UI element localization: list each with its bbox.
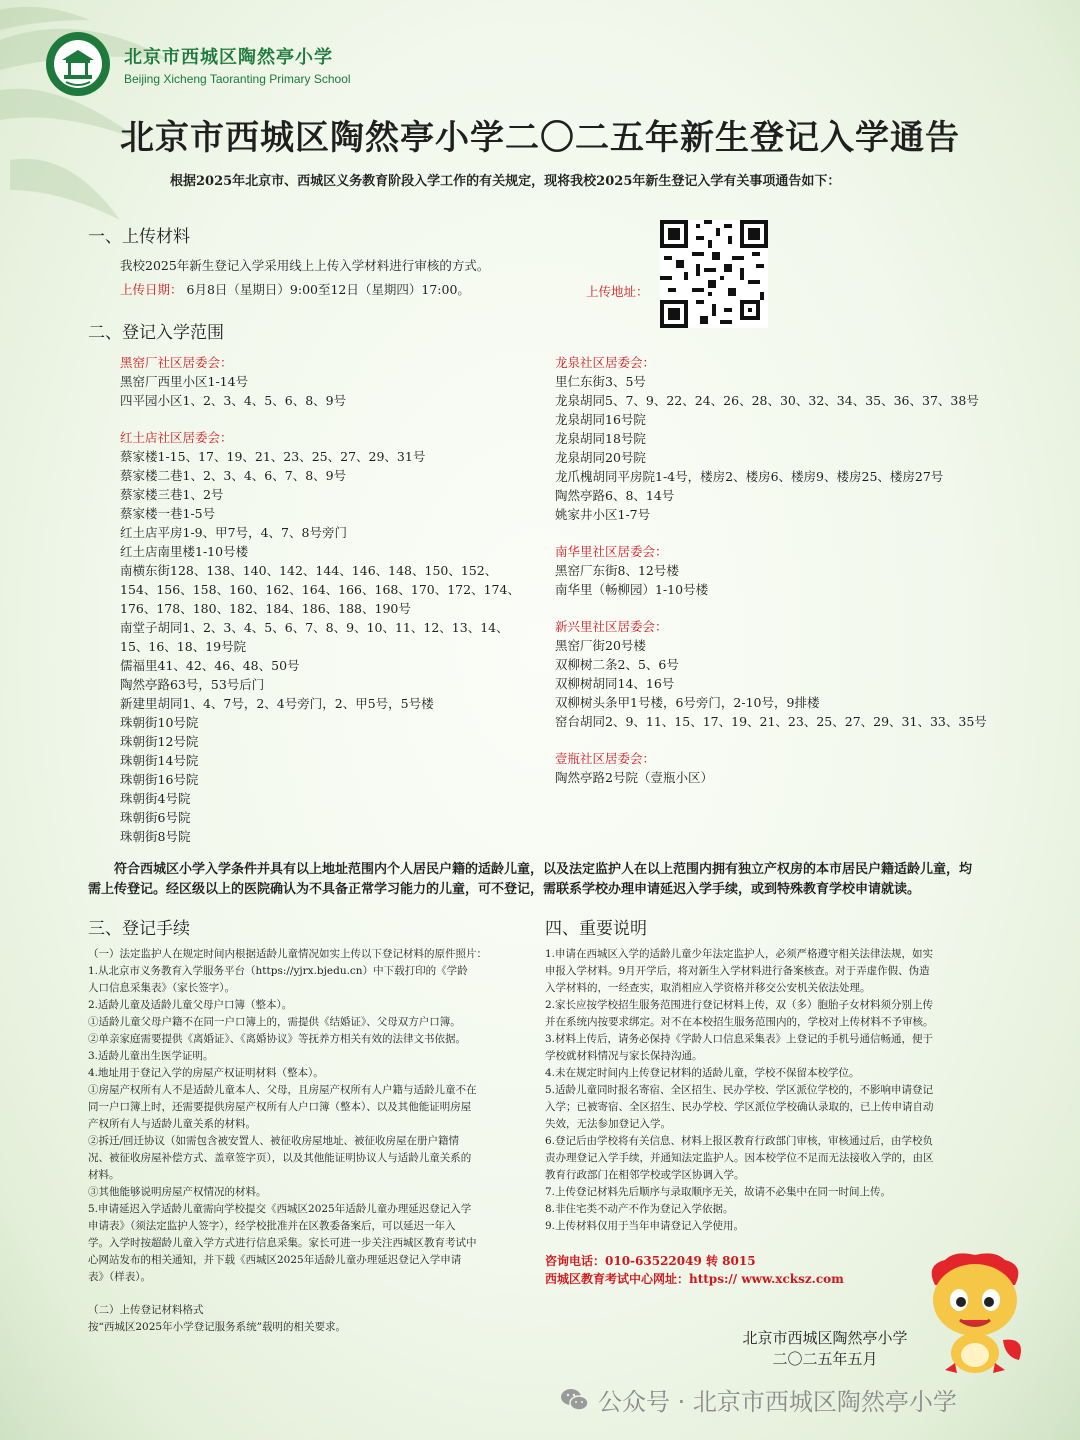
school-name-cn: 北京市西城区陶然亭小学 [124,46,333,68]
address-line: 红土店南里楼1-10号楼 [120,544,249,559]
address-line: 176、178、180、182、184、186、188、190号 [120,601,411,616]
body-line: 产权所有人与适龄儿童关系的材料。 [88,1118,256,1130]
section2-heading: 二、登记入学范围 [88,323,224,343]
address-line: 黑窑厂东街8、12号楼 [555,563,679,578]
body-line: 1.申请在西城区入学的适龄儿童少年法定监护人，必须严格遵守相关法律法规，如实 [545,948,934,960]
address-line: 南华里（畅柳园）1-10号楼 [555,582,709,597]
address-line: 龙泉胡同20号院 [555,450,646,465]
community-name: 龙泉社区居委会： [555,355,656,370]
body-line: 7.上传登记材料先后顺序与录取顺序无关，故请不必集中在同一时间上传。 [545,1186,892,1198]
signature-date: 二〇二五年五月 [772,1350,878,1368]
address-line: 新建里胡同1、4、7号，2、4号旁门，2、甲5号，5号楼 [120,696,434,711]
body-line: 4.未在规定时间内上传登记材料的适龄儿童，学校不保留本校学位。 [545,1067,860,1079]
address-line: 姚家井小区1-7号 [555,507,651,522]
body-line: ③其他能够说明房屋产权情况的材料。 [88,1186,267,1198]
body-line: 材料。 [88,1169,120,1181]
address-line: 龙爪槐胡同平房院1-4号，楼房2、楼房6、楼房9、楼房25、楼房27号 [555,469,944,484]
address-line: 黑窑厂西里小区1-14号 [120,374,249,389]
body-line: 人口信息采集表》（家长签字）。 [88,982,235,994]
body-line: 教育行政部门在相邻学校或学区协调入学。 [545,1169,745,1181]
address-line: 珠朝街10号院 [120,715,199,730]
body-line: 责办理登记入学手续，并通知法定监护人。因本校学位不足而无法接收入学的，由区 [545,1152,934,1164]
body-line: 学校就材料情况与家长保持沟通。 [545,1050,703,1062]
address-line: 陶然亭路2号院（壹瓶小区） [555,770,713,785]
section4-heading: 四、重要说明 [545,919,647,939]
address-line: 四平园小区1、2、3、4、5、6、8、9号 [120,393,347,408]
body-line: ②单亲家庭需要提供《离婚证》、《离婚协议》等抚养方相关有效的法律文书依据。 [88,1033,466,1045]
address-line: 珠朝街16号院 [120,772,199,787]
body-line: 2.适龄儿童及适龄儿童父母户口簿（整本）。 [88,999,293,1011]
upload-address-label: 上传地址： [586,284,649,299]
body-line: 3.适龄儿童出生医学证明。 [88,1050,214,1062]
address-line: 双柳树头条甲1号楼，6号旁门，2-10号，9排楼 [555,695,820,710]
address-line: 珠朝街8号院 [120,829,191,844]
body-line: 8.非住宅类不动产不作为登记入学依据。 [545,1203,734,1215]
body-line: 并在系统内按要求绑定。对不在本校招生服务范围内的，学校对上传材料不予审核。 [545,1016,934,1028]
address-line: 陶然亭路63号，53号后门 [120,677,265,692]
address-line: 珠朝街14号院 [120,753,199,768]
upload-date-value: 6月8日（星期日）9:00至12日（星期四）17:00。 [186,282,470,297]
body-line: 心网站发布的相关通知，并下载《西城区2025年适龄儿童办理延迟登记入学申请 [88,1254,462,1266]
address-line: 龙泉胡同5、7、9、22、24、26、28、30、32、34、35、36、37、38号 [555,393,979,408]
range-left-column [120,353,520,846]
dragon-mascot-icon [915,1245,1035,1375]
address-line: 蔡家楼三巷1、2号 [120,487,224,502]
address-line: 里仁东街3、5号 [555,374,646,389]
address-line: 南堂子胡同1、2、3、4、5、6、7、8、9、10、11、12、13、14、 [120,620,509,635]
body-line: 9.上传材料仅用于当年申请登记入学使用。 [545,1220,745,1232]
body-line: 4.地址用于登记入学的房屋产权证明材料（整本）。 [88,1067,324,1079]
contact-phone: 咨询电话：010-63522049 转 8015 [545,1254,756,1268]
address-line: 15、16、18、19号院 [120,639,247,654]
address-line: 蔡家楼二巷1、2、3、4、6、7、8、9号 [120,468,347,483]
school-logo-icon [44,30,112,98]
body-line: ②拆迁/回迁协议（如需包含被安置人、被征收房屋地址、被征收房屋在册户籍情 [88,1135,460,1147]
upload-date-label: 上传日期： [120,282,183,297]
intro-text: 根据2025年北京市、西城区义务教育阶段入学工作的有关规定，现将我校2025年新生登记入学有关事项通告如下： [170,174,841,189]
body-line: 5.适龄儿童同时报名寄宿、全区招生、民办学校、学区派位学校的，不影响申请登记 [545,1084,934,1096]
address-line: 儒福里41、42、46、48、50号 [120,658,300,673]
section3-heading: 三、登记手续 [88,919,190,939]
range-right-column [555,353,987,787]
page-title: 北京市西城区陶然亭小学二〇二五年新生登记入学通告 [120,118,960,158]
section4-body [545,946,934,1235]
address-line: 龙泉胡同18号院 [555,431,646,446]
body-line: 况、被征收房屋补偿方式、盖章签字页），以及其他能证明协议人与适龄儿童关系的 [88,1152,472,1164]
body-line: 入学材料的，一经查实，取消相应入学资格并移交公安机关依法处理。 [545,982,871,994]
community-name: 红土店社区居委会： [120,430,233,445]
address-line: 窑台胡同2、9、11、15、17、19、21、23、25、27、29、31、33、35号 [555,714,987,729]
eligibility-paragraph: 符合西城区小学入学条件并具有以上地址范围内个人居民户籍的适龄儿童，以及法定监护人在以上范围内拥有独立产权房的本市居民户籍适龄儿童，均需上传登记。经区级以上的医院确认为不具备正常学习能力的儿童，可不登记，需联系学校办理申请延迟入学手续，或到特殊教育学校申请就读。 [88,862,973,897]
body-line: 申请表》（须法定监护人签字），经学校批准并在区教委备案后，可以延迟一年入 [88,1220,456,1232]
body-line: 申报入学材料。9月开学后，将对新生入学材料进行备案核查。对于弄虚作假、伪造 [545,965,930,977]
address-line: 珠朝街12号院 [120,734,199,749]
body-line: 2.家长应按学校招生服务范围进行登记材料上传，双（多）胞胎子女材料须分别上传 [545,999,934,1011]
body-line: 表》（样表）。 [88,1271,151,1283]
body-line: （一）法定监护人在规定时间内根据适龄儿童情况如实上传以下登记材料的原件照片： [88,948,487,960]
school-name-en: Beijing Xicheng Taoranting Primary School [124,71,351,86]
address-line: 双柳树胡同14、16号 [555,676,675,691]
signature [735,1328,915,1370]
address-line: 红土店平房1-9、甲7号，4、7、8号旁门 [120,525,347,540]
upload-date [120,280,470,299]
body-line: 6.登记后由学校将有关信息、材料上报区教育行政部门审核，审核通过后，由学校负 [545,1135,934,1147]
contact-info [545,1252,844,1288]
body-line: 同一户口簿上时，还需要提供房屋产权所有人户口簿（整本）、以及其他能证明房屋 [88,1101,472,1113]
community-name: 黑窑厂社区居委会： [120,355,233,370]
body-line: ①适龄儿童父母户籍不在同一户口簿上的，需提供《结婚证》、父母双方户口簿。 [88,1016,461,1028]
community-name: 新兴里社区居委会： [555,619,668,634]
body-line: ①房屋产权所有人不是适龄儿童本人、父母，且房屋产权所有人户籍与适龄儿童不在 [88,1084,477,1096]
signature-school: 北京市西城区陶然亭小学 [742,1329,908,1347]
qr-code-icon[interactable] [660,220,768,328]
section3-body [88,946,487,1286]
body-line: 学。入学时按超龄儿童入学方式进行信息采集。家长可进一步关注西城区教育考试中 [88,1237,477,1249]
address-line: 蔡家楼1-15、17、19、21、23、25、27、29、31号 [120,449,426,464]
body-line: 失效，无法参加登记入学。 [545,1118,671,1130]
community-name: 南华里社区居委会： [555,544,668,559]
section3-sub2-text: 按“西城区2025年小学登记服务系统”载明的相关要求。 [88,1321,346,1333]
address-line: 珠朝街4号院 [120,791,191,806]
contact-website[interactable]: 西城区教育考试中心网址：https:// www.xcksz.com [545,1272,844,1286]
section3-sub2 [88,1302,346,1336]
wechat-watermark [560,1382,957,1417]
section1-text: 我校2025年新生登记入学采用线上上传入学材料进行审核的方式。 [120,258,490,273]
address-line: 龙泉胡同16号院 [555,412,646,427]
community-name: 壹瓶社区居委会： [555,751,656,766]
body-line: 入学；已被寄宿、全区招生、民办学校、学区派位学校确认录取的，已上传申请自动 [545,1101,934,1113]
address-line: 蔡家楼一巷1-5号 [120,506,216,521]
section1-heading: 一、上传材料 [88,227,190,247]
address-line: 陶然亭路6、8、14号 [555,488,675,503]
address-line: 黑窑厂街20号楼 [555,638,646,653]
body-line: 5.申请延迟入学适龄儿童需向学校提交《西城区2025年适龄儿童办理延迟登记入学 [88,1203,472,1215]
address-line: 154、156、158、160、162、164、166、168、170、172、174、 [120,582,520,597]
school-brand [44,30,351,98]
address-line: 南横东街128、138、140、142、144、146、148、150、152、 [120,563,498,578]
wechat-icon [560,1387,590,1413]
address-line: 双柳树二条2、5、6号 [555,657,679,672]
body-line: 3.材料上传后，请务必保持《学龄人口信息采集表》上登记的手机号通信畅通，便于 [545,1033,934,1045]
watermark-text: 公众号 · 北京市西城区陶然亭小学 [598,1388,957,1416]
section3-sub2-heading: （二）上传登记材料格式 [88,1304,204,1316]
body-line: 1.从北京市义务教育入学服务平台（https://yjrx.bjedu.cn）中下载打印的《学龄 [88,965,468,977]
address-line: 珠朝街6号院 [120,810,191,825]
